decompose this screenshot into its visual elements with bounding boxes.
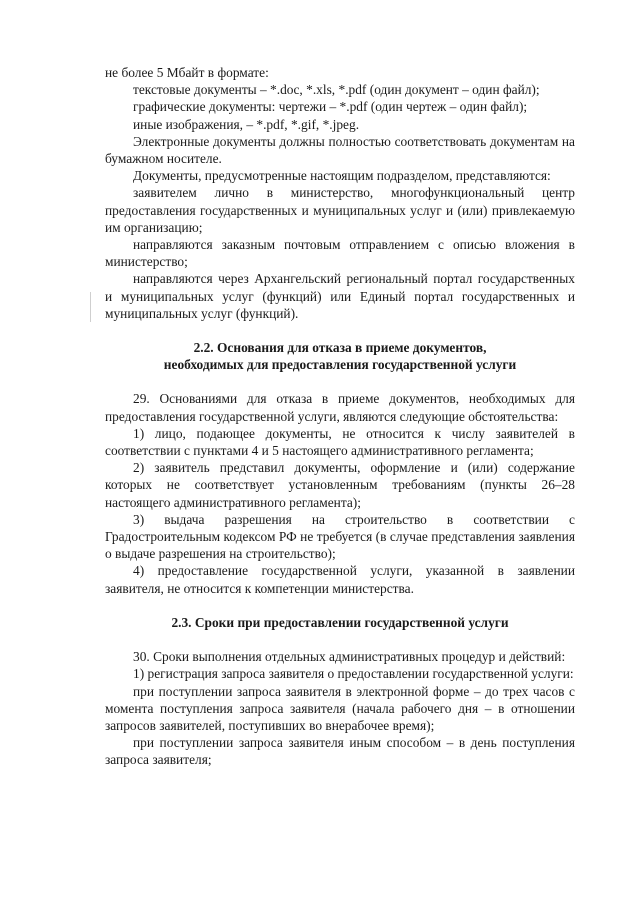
document-page bbox=[105, 64, 575, 769]
paragraph: не более 5 Мбайт в формате: bbox=[105, 65, 269, 80]
paragraph: 30. Сроки выполнения отдельных административных процедур и действий: bbox=[133, 649, 566, 665]
paragraph: 29. Основаниями для отказа в приеме документов, необходимых для предоставления государственной услуги, являются следующие обстоятельства: bbox=[105, 391, 575, 424]
paragraph: 1) регистрация запроса заявителя о предоставлении государственной услуги: bbox=[133, 666, 574, 682]
spacer bbox=[105, 373, 575, 390]
paragraph: 1) лицо, подающее документы, не относится к числу заявителей в соответствии с пунктами 4 и 5 настоящего административного регламента; bbox=[105, 425, 575, 459]
paragraph: графические документы: чертежи – *.pdf (один чертеж – один файл); bbox=[133, 99, 528, 115]
section-heading: 2.3. Сроки при предоставлении государственной услуги bbox=[171, 614, 509, 630]
spacer bbox=[105, 597, 575, 614]
paragraph: 3) выдача разрешения на строительство в соответствии с Градостроительным кодексом РФ не требуется (в случае представления заявления о выдаче разрешения на строительство); bbox=[105, 511, 575, 562]
paragraph: 4) предоставление государственной услуги, указанной в заявлении заявителя, не относится к компетенции министерства. bbox=[105, 563, 575, 596]
spacer bbox=[105, 322, 575, 339]
paragraph: заявителем лично в министерство, многофункциональный центр предоставления государственных и муниципальных услуг и (или) привлекаемую им организацию; bbox=[105, 185, 575, 235]
paragraph: иные изображения, – *.pdf, *.gif, *.jpeg. bbox=[133, 116, 360, 132]
paragraph: при поступлении запроса заявителя в электронной форме – до трех часов с момента поступления запроса заявителя (начала рабочего дня – в отношении запросов заявителей, поступивших во внерабочее время); bbox=[105, 683, 575, 733]
section-heading: 2.2. Основания для отказа в приеме документов, bbox=[193, 340, 487, 356]
paragraph: при поступлении запроса заявителя иным способом – в день поступления запроса заявителя; bbox=[105, 735, 575, 768]
paragraph: Документы, предусмотренные настоящим подразделом, представляются: bbox=[133, 168, 551, 184]
spacer bbox=[105, 631, 575, 648]
paragraph: направляются заказным почтовым отправлением с описью вложения в министерство; bbox=[105, 237, 575, 270]
section-heading: необходимых для предоставления государственной услуги bbox=[163, 357, 517, 373]
paragraph: 2) заявитель представил документы, оформление и (или) содержание которых не соответствует установленным требованиям (пункты 26–28 настоящего административного регламента); bbox=[105, 460, 575, 510]
paragraph: Электронные документы должны полностью соответствовать документам на бумажном носителе. bbox=[105, 133, 575, 167]
paragraph: направляются через Архангельский региональный портал государственных и муниципальных услуг (функций) или Единый портал государственных и муниципальных услуг (функций). bbox=[105, 271, 575, 321]
paragraph: текстовые документы – *.doc, *.xls, *.pdf (один документ – один файл); bbox=[133, 82, 540, 98]
margin-mark bbox=[90, 292, 91, 322]
